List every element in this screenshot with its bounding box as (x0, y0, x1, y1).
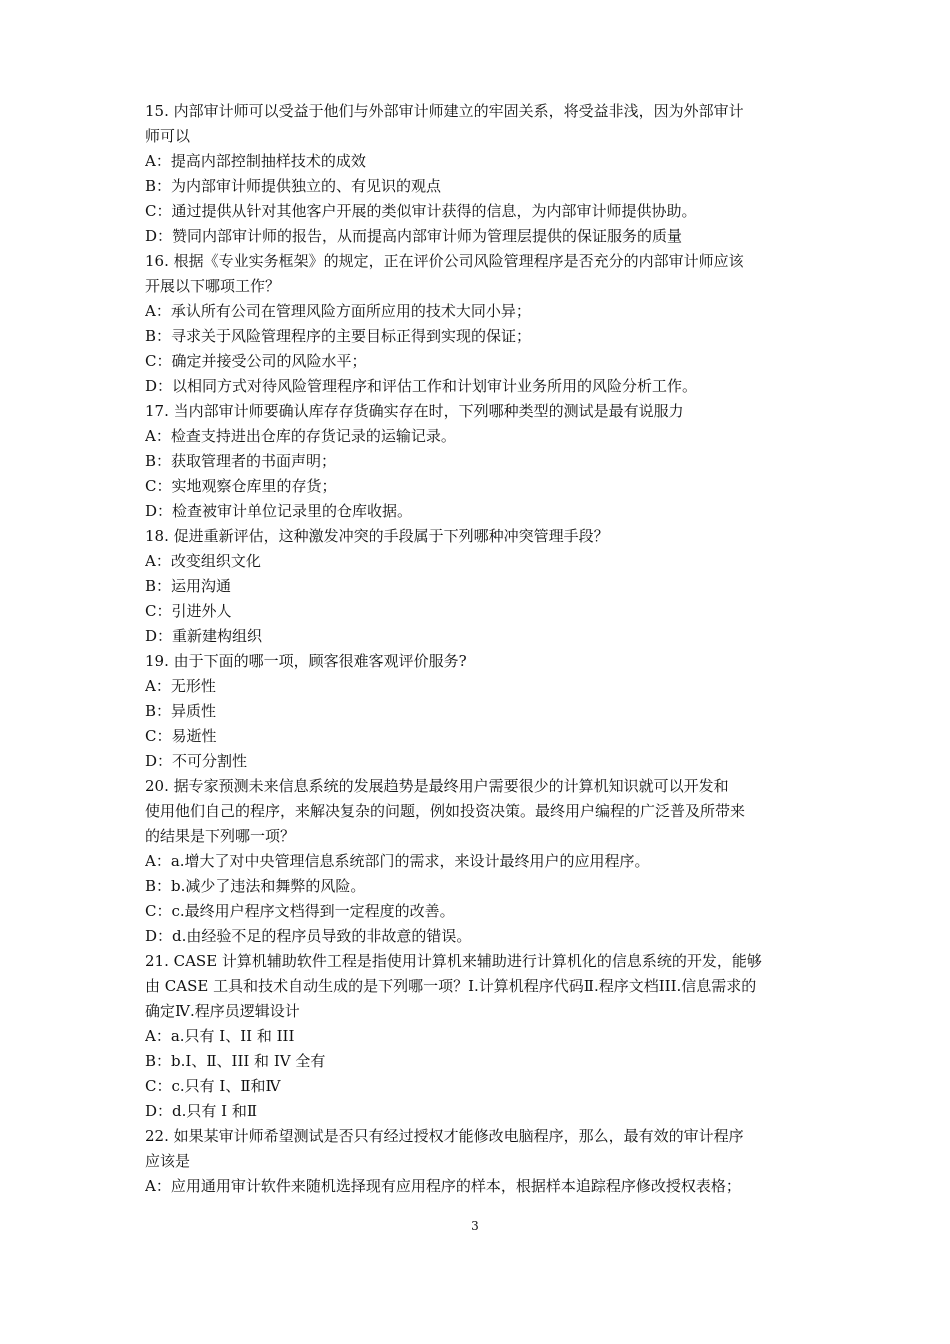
text-line: C：通过提供从针对其他客户开展的类似审计获得的信息，为内部审计师提供协助。 (145, 202, 697, 220)
text-line: 15. 内部审计师可以受益于他们与外部审计师建立的牢固关系，将受益非浅，因为外部审计 (145, 102, 744, 120)
text-line: A：改变组织文化 (145, 552, 261, 570)
text-line: 师可以 (145, 127, 191, 145)
text-line: C：确定并接受公司的风险水平； (145, 352, 367, 370)
text-line: 20. 据专家预测未来信息系统的发展趋势是最终用户需要很少的计算机知识就可以开发和 (145, 777, 729, 795)
text-line: 的结果是下列哪一项？ (145, 827, 296, 845)
text-line: C：c.只有 I、Ⅱ和Ⅳ (145, 1077, 281, 1095)
page-number: 3 (471, 1219, 479, 1233)
text-line: B：b.减少了违法和舞弊的风险。 (145, 877, 366, 895)
text-line: B：b.I、Ⅱ、III 和 IV 全有 (145, 1052, 326, 1070)
text-line: 开展以下哪项工作？ (145, 277, 281, 295)
text-line: D：d.由经验不足的程序员导致的非故意的错误。 (145, 927, 472, 945)
text-line: A：检查支持进出仓库的存货记录的运输记录。 (145, 427, 456, 445)
text-line: D：以相同方式对待风险管理程序和评估工作和计划审计业务所用的风险分析工作。 (145, 377, 698, 395)
text-line: D：检查被审计单位记录里的仓库收据。 (145, 502, 413, 520)
text-line: D：不可分割性 (145, 752, 248, 770)
text-line: 21. CASE 计算机辅助软件工程是指使用计算机来辅助进行计算机化的信息系统的开发，能够 (145, 952, 762, 970)
text-line: D：重新建构组织 (145, 627, 263, 645)
text-line: A：a.只有 I、II 和 III (145, 1027, 295, 1045)
text-line: 17. 当内部审计师要确认库存存货确实存在时，下列哪种类型的测试是最有说服力 (145, 402, 684, 420)
text-line: C：易逝性 (145, 727, 217, 745)
text-line: C：实地观察仓库里的存货； (145, 477, 337, 495)
text-line: 18. 促进重新评估，这种激发冲突的手段属于下列哪种冲突管理手段？ (145, 527, 609, 545)
text-line: 使用他们自己的程序，来解决复杂的问题，例如投资决策。最终用户编程的广泛普及所带来 (145, 802, 746, 820)
text-line: 19. 由于下面的哪一项，顾客很难客观评价服务? (145, 652, 467, 670)
text-line: D：d.只有 I 和Ⅱ (145, 1102, 258, 1120)
text-line: 确定Ⅳ.程序员逻辑设计 (145, 1002, 300, 1020)
text-line: C：引进外人 (145, 602, 232, 620)
text-line: 应该是 (145, 1152, 191, 1170)
text-line: B：为内部审计师提供独立的、有见识的观点 (145, 177, 442, 195)
text-line: B：寻求关于风险管理程序的主要目标正得到实现的保证； (145, 327, 532, 345)
text-line: 16. 根据《专业实务框架》的规定，正在评价公司风险管理程序是否充分的内部审计师应该 (145, 252, 744, 270)
text-line: D：赞同内部审计师的报告，从而提高内部审计师为管理层提供的保证服务的质量 (145, 227, 683, 245)
text-line: C：c.最终用户程序文档得到一定程度的改善。 (145, 902, 455, 920)
text-line: A：无形性 (145, 677, 216, 695)
page-content (145, 99, 817, 1199)
text-line: A：提高内部控制抽样技术的成效 (145, 152, 366, 170)
text-line: A：a.增大了对中央管理信息系统部门的需求，来设计最终用户的应用程序。 (145, 852, 650, 870)
text-line: 22. 如果某审计师希望测试是否只有经过授权才能修改电脑程序，那么，最有效的审计程序 (145, 1127, 744, 1145)
text-line: B：获取管理者的书面声明； (145, 452, 337, 470)
text-line: B：运用沟通 (145, 577, 232, 595)
text-line: B：异质性 (145, 702, 217, 720)
text-line: A：承认所有公司在管理风险方面所应用的技术大同小异； (145, 302, 531, 320)
text-line: A：应用通用审计软件来随机选择现有应用程序的样本，根据样本追踪程序修改授权表格； (145, 1177, 741, 1195)
text-line: 由 CASE 工具和技术自动生成的是下列哪一项？I.计算机程序代码Ⅱ.程序文档III.信息需求的 (145, 977, 757, 995)
